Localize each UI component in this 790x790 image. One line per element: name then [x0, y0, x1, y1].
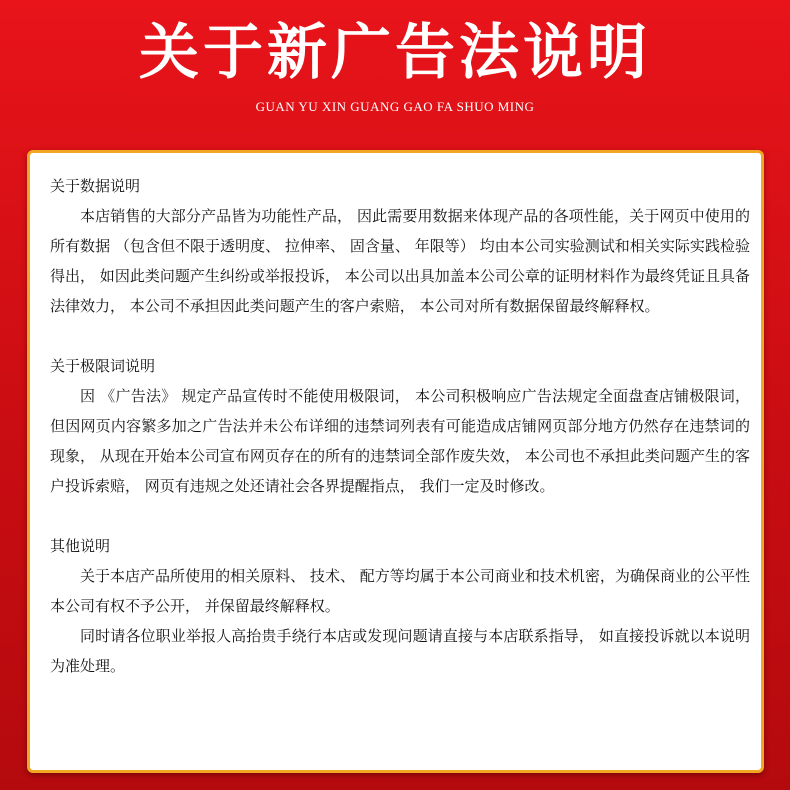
- page-subtitle: GUAN YU XIN GUANG GAO FA SHUO MING: [255, 99, 535, 114]
- section-heading: 关于数据说明: [50, 177, 141, 195]
- section-heading: 关于极限词说明: [50, 357, 156, 375]
- section-paragraph: 本店销售的大部分产品皆为功能性产品， 因此需要用数据来体现产品的各项性能，关于网页中使用的所有数据 （包含但不限于透明度、 拉伸率、 固含量、 年限等） 均由本公司实验测试和相关实际实践检验得出， 如因此类问题产生纠纷或举报投诉， 本公司以出具加盖本公司公章的证明材料作为最终凭证且具备法律效力， 本公司不承担因此类问题产生的客户索赔， 本公司对所有数据保留最终解释权。: [50, 207, 750, 315]
- notice-content: [50, 171, 750, 681]
- section-extreme-words-notice: [50, 351, 750, 501]
- section-data-notice: [50, 171, 750, 321]
- section-heading: 其他说明: [50, 537, 111, 555]
- page-title: 关于新广告法说明: [139, 18, 651, 88]
- section-other-notice: [50, 531, 750, 681]
- notice-panel: [27, 150, 764, 773]
- section-paragraph: 同时请各位职业举报人高抬贵手绕行本店或发现问题请直接与本店联系指导， 如直接投诉就以本说明为准处理。: [50, 627, 750, 675]
- section-paragraph: 因 《广告法》 规定产品宣传时不能使用极限词， 本公司积极响应广告法规定全面盘查店铺极限词， 但因网页内容繁多加之广告法并未公布详细的违禁词列表有可能造成店铺网页部分地方仍然存在违禁词的现象， 从现在开始本公司宣布网页存在的所有的违禁词全部作废失效， 本公司也不承担此类问题产生的客户投诉索赔， 网页有违规之处还请社会各界提醒指点， 我们一定及时修改。: [50, 387, 750, 495]
- header-banner: [0, 0, 790, 148]
- section-paragraph: 关于本店产品所使用的相关原料、 技术、 配方等均属于本公司商业和技术机密，为确保商业的公平性本公司有权不予公开， 并保留最终解释权。: [50, 567, 750, 615]
